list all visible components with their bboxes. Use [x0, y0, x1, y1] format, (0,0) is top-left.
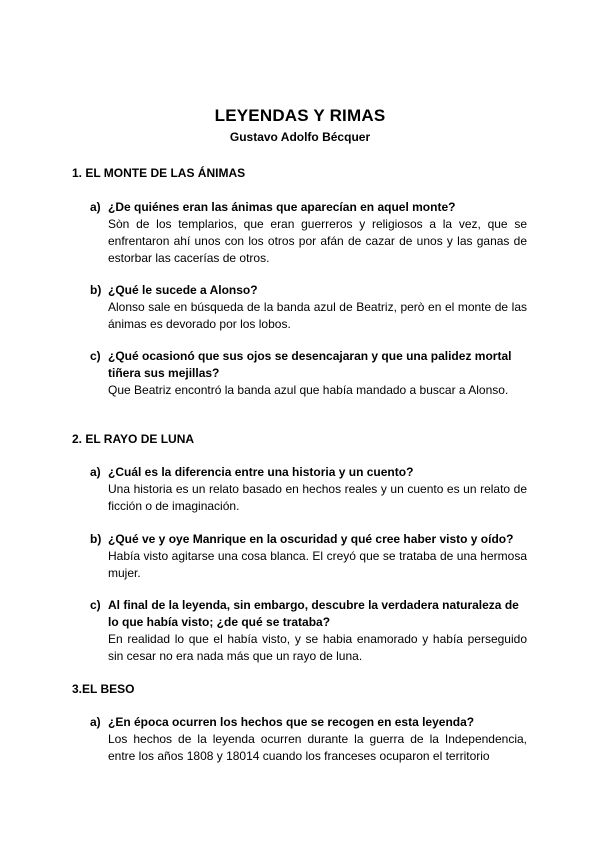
question-letter: c) — [90, 349, 101, 363]
answer-text: Que Beatriz encontró la banda azul que había mandado a buscar a Alonso. — [108, 383, 509, 397]
answer-text: Sòn de los templarios, que eran guerreros y religiosos a la vez, que se enfrentaron ahí unos con los otros por afán de cazar de unos y las ganas de estorbar las cacerías de otros. — [108, 217, 527, 265]
document-title: LEYENDAS Y RIMAS — [214, 106, 386, 125]
section-heading: 1. EL MONTE DE LAS ÁNIMAS — [72, 166, 246, 180]
question-letter: b) — [90, 532, 102, 546]
answer-text: Alonso sale en búsqueda de la banda azul de Beatriz, però en el monte de las ánimas es devorado por los lobos. — [108, 300, 527, 331]
question-item — [90, 464, 527, 515]
question-text: ¿Cuál es la diferencia entre una historia y un cuento? — [108, 465, 414, 479]
question-item — [90, 348, 527, 399]
answer-text: Una historia es un relato basado en hechos reales y un cuento es un relato de ficción o de imaginación. — [108, 482, 527, 513]
question-text: ¿De quiénes eran las ánimas que aparecían en aquel monte? — [108, 200, 456, 214]
question-text: ¿Qué le sucede a Alonso? — [108, 283, 258, 297]
section-heading: 2. EL RAYO DE LUNA — [72, 432, 195, 446]
section-heading: 3.EL BESO — [72, 682, 135, 696]
answer-text: En realidad lo que el había visto, y se habia enamorado y había perseguido sin cesar no era nada más que un rayo de luna. — [108, 632, 527, 663]
question-letter: a) — [90, 715, 101, 729]
question-text: ¿En época ocurren los hechos que se recogen en esta leyenda? — [108, 715, 475, 729]
question-item — [90, 282, 527, 333]
question-text: Al final de la leyenda, sin embargo, descubre la verdadera naturaleza de lo que había visto; ¿de qué se trataba? — [108, 598, 519, 629]
question-letter: a) — [90, 200, 101, 214]
answer-text: Había visto agitarse una cosa blanca. El creyó que se trataba de una hermosa mujer. — [108, 549, 527, 580]
question-text: ¿Qué ve y oye Manrique en la oscuridad y qué cree haber visto y oído? — [108, 532, 514, 546]
answer-text: Los hechos de la leyenda ocurren durante la guerra de la Independencia, entre los años 1808 y 18014 cuando los franceses ocuparon el territorio — [108, 732, 527, 763]
question-letter: b) — [90, 283, 102, 297]
question-item — [90, 199, 527, 267]
question-item — [90, 531, 527, 582]
question-text: ¿Qué ocasionó que sus ojos se desencajaran y que una palidez mortal tiñera sus mejillas? — [108, 349, 512, 380]
document-author: Gustavo Adolfo Bécquer — [229, 130, 371, 144]
question-item — [90, 597, 527, 665]
question-item — [90, 714, 527, 765]
question-letter: c) — [90, 598, 101, 612]
question-letter: a) — [90, 465, 101, 479]
